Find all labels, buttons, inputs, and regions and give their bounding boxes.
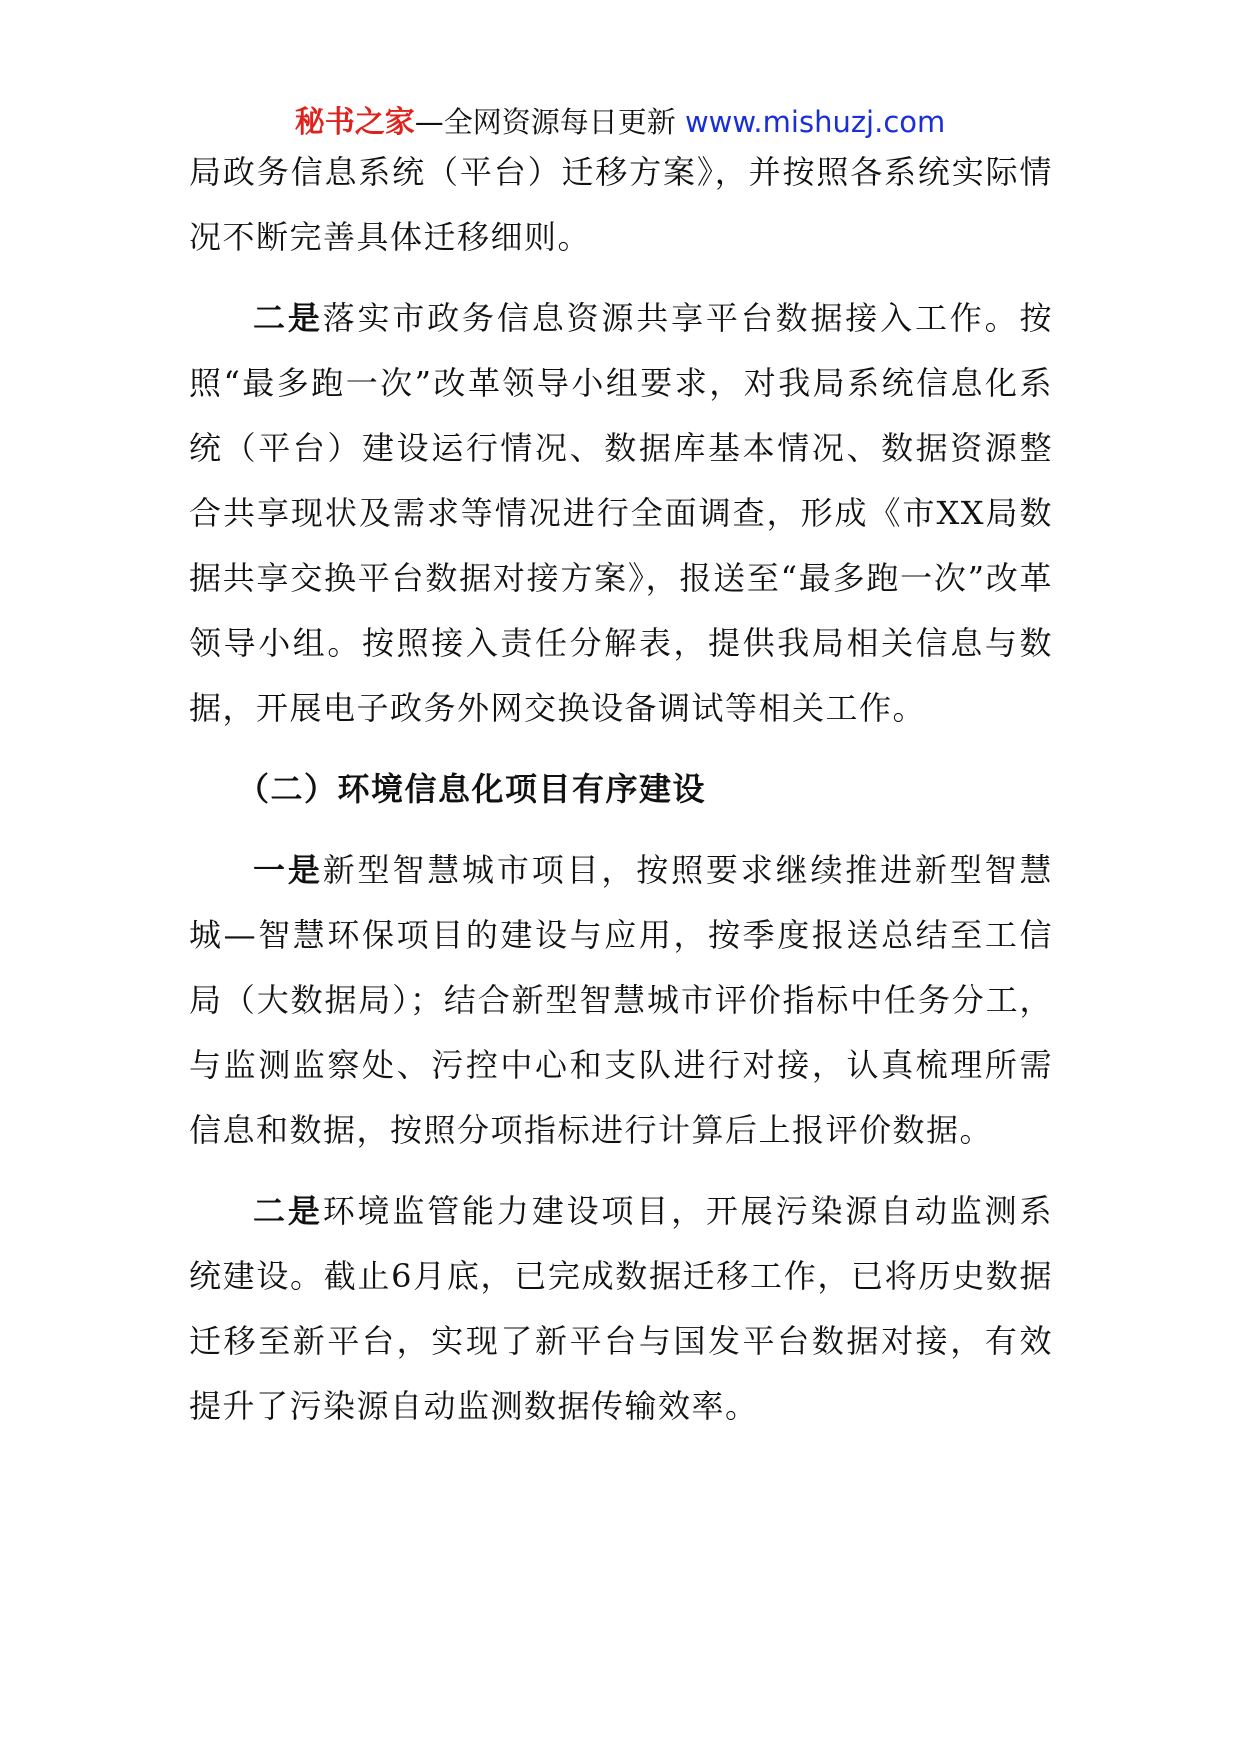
paragraph-continued: 局政务信息系统（平台）迁移方案》，并按照各系统实际情况不断完善具体迁移细则。	[189, 153, 1053, 256]
paragraph-text: 新型智慧城市项目，按照要求继续推进新型智慧城—智慧环保项目的建设与应用，按季度报送总结至工信局（大数据局）；结合新型智慧城市评价指标中任务分工，与监测监察处、污控中心和支队进行对接，认真梳理所需信息和数据，按照分项指标进行计算后上报评价数据。	[189, 851, 1053, 1149]
page-header	[0, 102, 1240, 143]
paragraph-data-sharing	[189, 286, 1053, 741]
paragraph-lead: 二是	[253, 1192, 323, 1230]
section-heading: （二）环境信息化项目有序建设	[237, 770, 707, 808]
header-brand: 秘书之家	[294, 105, 415, 140]
header-slogan: —全网资源每日更新	[414, 105, 685, 139]
paragraph-lead: 二是	[253, 299, 323, 337]
paragraph-text: 落实市政务信息资源共享平台数据接入工作。按照“最多跑一次”改革领导小组要求，对我局系统信息化系统（平台）建设运行情况、数据库基本情况、数据资源整合共享现状及需求等情况进行全面调查，形成《市XX局数据共享交换平台数据对接方案》，报送至“最多跑一次”改革领导小组。按照接入责任分解表，提供我局相关信息与数据，开展电子政务外网交换设备调试等相关工作。	[189, 299, 1053, 727]
paragraph-lead: 一是	[253, 851, 323, 889]
paragraph-text: 环境监管能力建设项目，开展污染源自动监测系统建设。截止6月底，已完成数据迁移工作，已将历史数据迁移至新平台，实现了新平台与国发平台数据对接，有效提升了污染源自动监测数据传输效率。	[189, 1192, 1053, 1425]
paragraph-monitoring	[189, 1179, 1053, 1439]
document-body	[189, 140, 1053, 1439]
paragraph-smart-city	[189, 838, 1053, 1163]
header-url-link[interactable]: www.mishuzj.com	[684, 105, 946, 139]
